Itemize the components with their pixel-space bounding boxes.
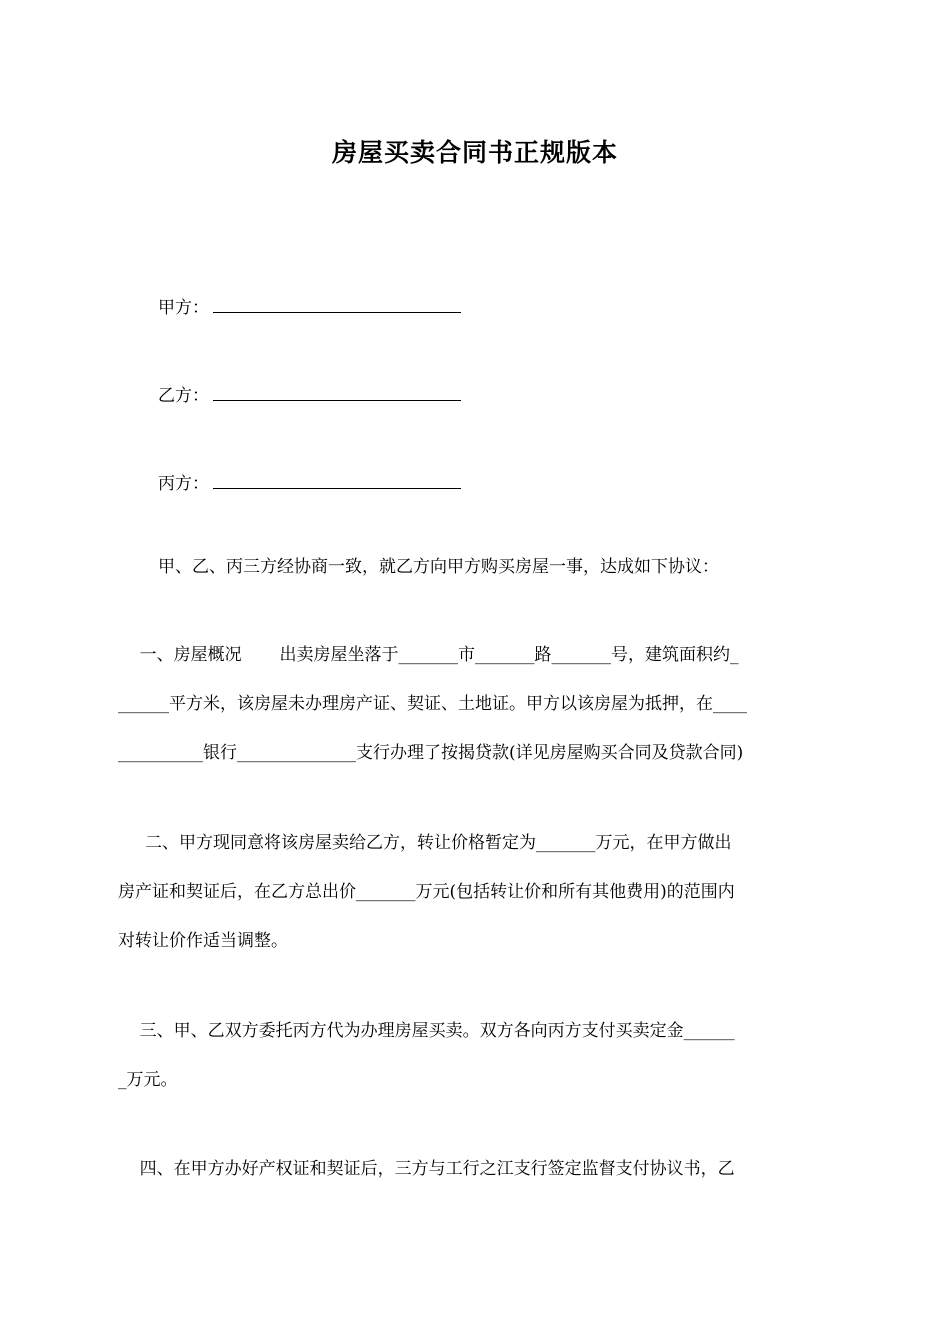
clause-4-paragraph — [118, 1145, 834, 1194]
party-b-row — [158, 382, 461, 408]
party-a-blank — [213, 294, 461, 313]
clause-2-line: 房产证和契证后，在乙方总出价_______万元(包括转让价和所有其他费用)的范围内 — [118, 882, 735, 902]
clause-3-line: _万元。 — [118, 1070, 178, 1090]
clause-1-line: ______平方米，该房屋未办理房产证、契证、土地证。甲方以该房屋为抵押，在____ — [118, 694, 747, 714]
party-b-blank — [213, 382, 461, 401]
party-c-label: 丙方： — [158, 474, 209, 494]
intro-paragraph — [158, 543, 874, 592]
clause-2-paragraph — [118, 819, 834, 966]
clause-1-paragraph — [118, 631, 834, 778]
clause-2-line: 二、甲方现同意将该房屋卖给乙方，转让价格暂定为_______万元，在甲方做出 — [118, 833, 732, 853]
clause-3-line: 三、甲、乙双方委托丙方代为办理房屋买卖。双方各向丙方支付买卖定金______ — [118, 1021, 735, 1041]
clause-4-line: 四、在甲方办好产权证和契证后，三方与工行之江支行签定监督支付协议书，乙 — [118, 1159, 735, 1179]
party-c-blank — [213, 470, 461, 489]
page-title: 房屋买卖合同书正规版本 — [331, 138, 618, 167]
party-c-row — [158, 470, 461, 496]
clause-2-line: 对转让价作适当调整。 — [118, 931, 288, 951]
clause-1-line: 一、房屋概况 出卖房屋坐落于_______市_______路_______号，建筑面积约_ — [118, 645, 739, 665]
clause-1-line: __________银行______________支行办理了按揭贷款(详见房屋购买合同及贷款合同) — [118, 743, 744, 763]
party-b-label: 乙方： — [158, 386, 209, 406]
clause-3-paragraph — [118, 1007, 834, 1105]
party-a-row — [158, 294, 461, 320]
party-a-label: 甲方： — [158, 298, 209, 318]
intro-line: 甲、乙、丙三方经协商一致，就乙方向甲方购买房屋一事，达成如下协议： — [158, 557, 719, 577]
